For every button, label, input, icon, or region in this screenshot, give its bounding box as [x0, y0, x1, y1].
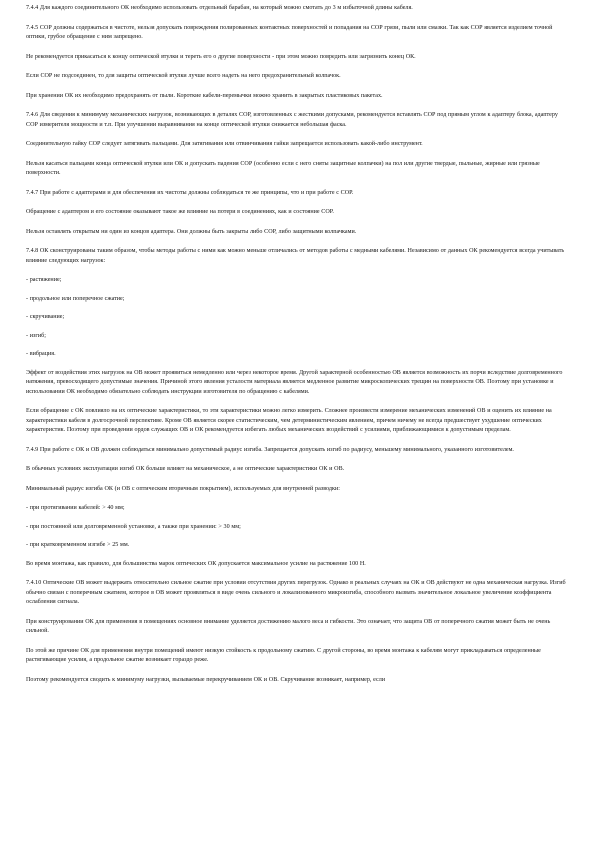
paragraph-7-4-5: 7.4.5 СОР должны содержаться в чистоте, нельзя допускать повреждения полированных контактных поверхностей и попадания на СОР грязи, пыли или смазки. Так как СОР является изделием точной оптики, грубое обращение с ним запрещено.: [26, 24, 553, 40]
list-item-tension: - растяжение;: [26, 277, 62, 283]
paragraph-nut-tightening: Соединительную гайку СОР следует затягивать пальцами. Для затягивания или отвинчивания гайки запрещается использовать какой-либо инструмент.: [26, 141, 423, 147]
list-item-twisting: - скручивание;: [26, 314, 65, 320]
paragraph-7-4-10: 7.4.10 Оптические ОВ может выдержать относительно сильное сжатие при условии отсутствия других перегрузок. Однако в реальных случаях на ОК и ОВ действуют не одна механическая нагрузка. Изгиб обычно связан с поперечным сжатием, которое в ОВ может проявляться в виде очень сильного и локализованного микроизгиба, способного вызвать значительное локальное увеличение коэффициента ослабления сигнала.: [26, 580, 566, 605]
paragraph-adapter-condition: Обращение с адаптером и его состояние оказывают такое же влияние на потери в соединениях, как и состояние СОР.: [26, 209, 334, 215]
paragraph-min-radius: Минимальный радиус изгиба ОК (и ОВ с оптическим вторичным покрытием), используемых для внутренней разводки:: [26, 485, 340, 492]
list-item-short-term: - при кратковременном изгибе > 25 мм.: [26, 542, 130, 548]
paragraph-fatigue: Эффект от воздействия этих нагрузок на ОВ может проявиться немедленно или через некоторое время. Другой характерной особенностью ОВ является возможность их порчи вследствие долговременного натяжения, превосходящего допустимые значения. Причиной этого явления усталости материала является медленное развитие микроскопических трещин на поверхности ОВ. Поэтому при установке и использовании ОК необходимо обязательно соблюдать инструкции изготовителя по обращению с кабелями.: [26, 369, 563, 395]
paragraph-no-touching: Нельзя касаться пальцами конца оптической втулки или ОК и допускать падения СОР (особенно если с него сняты защитные колпачки) на пол или другие твердые, пыльные, жирные или грязные поверхности.: [26, 160, 540, 176]
paragraph-7-4-9: 7.4.9 При работе с ОК и ОВ должен соблюдаться минимально допустимый радиус изгиба. Запрещается допускать изгиб по радиусу, меньшему минимального, указанного изготовителем.: [26, 446, 514, 453]
paragraph-dust-storage: При хранении ОК их необходимо предохранять от пыли. Короткие кабели-перемычки можно хранить в закрытых пластиковых пакетах.: [26, 92, 383, 99]
paragraph-protective-cap: Если СОР не подсоединен, то для защиты оптической втулки лучше всего надеть на него предохранительный колпачок.: [26, 73, 341, 79]
paragraph-max-tension: Во время монтажа, как правило, для большинства марок оптических ОК допускается максимальное усилие на растяжение 100 Н.: [26, 560, 366, 567]
paragraph-7-4-7: 7.4.7 При работе с адаптерами и для обеспечения их чистоты должны соблюдаться те же принципы, что и при работе с СОР.: [26, 189, 354, 196]
paragraph-ferrule-care: Не рекомендуется прикасаться к концу оптической втулки и тереть его о другие поверхности - при этом можно повредить или загрязнить конец ОК.: [26, 53, 416, 60]
paragraph-indoor-design: При конструировании ОК для применения в помещениях основное внимание уделяется достижению малого веса и гибкости. Это означает, что защита ОВ от поперечного сжатия может быть не очень сильной.: [26, 618, 551, 634]
paragraph-bend-effect: В обычных условиях эксплуатации изгиб ОК больше влияет на механическое, а не оптические характеристики ОК и ОВ.: [26, 466, 345, 472]
list-item-permanent: - при постоянной или долговременной установке, а также при хранении: > 30 мм;: [26, 523, 241, 530]
paragraph-7-4-4: 7.4.4 Для каждого соединительного ОК необходимо использовать отдельный барабан, на который можно смотать до 3 м избыточной длины кабеля.: [26, 5, 413, 11]
list-item-vibration: - вибрация.: [26, 351, 56, 357]
paragraph-measurement: Если обращение с ОК повлияло на их оптические характеристики, то эти характеристики можно легко измерить. Сложнее произвести измерение механических изменений ОВ и оценить их влияние на характеристики кабеля в долгосрочной перспективе. Кроме ОВ является скорее статистическим, чем детерминистическим явлением, причем ничему не всегда предшествует ухудшение оптических характеристик. Поэтому при проведении ордов служащих ОВ и ОК рекомендуется избегать любых механических воздействий с усилиями, приближающимися к допустимым пределам.: [26, 408, 552, 433]
paragraph-7-4-8: 7.4.8 ОК сконструированы таким образом, чтобы методы работы с ними как можно меньше отличались от методов работы с медными кабелями. Независимо от данных ОК рекомендуется всегда учитывать влияние следующих нагрузок:: [26, 248, 565, 264]
list-item-pulling: - при протягивании кабелей: > 40 мм;: [26, 505, 125, 511]
list-item-bending: - изгиб;: [26, 332, 46, 339]
list-item-compression: - продольное или поперечное сжатие;: [26, 295, 125, 302]
paragraph-twisting: Поэтому рекомендуется сводить к минимуму нагрузки, вызываемые перекручиванием ОК и ОВ. Скручивание возникает, например, если: [26, 676, 386, 683]
paragraph-7-4-6: 7.4.6 Для сведения к минимуму механических нагрузок, возникающих в деталях СОР, изготовленных с жесткими допусками, рекомендуется вставлять СОР под прямым углом к адаптеру блока, адаптеру СОР измерителя мощности и т.п. При улучшении выравнивания на конце оптической втулки снижается небольшая фаска.: [26, 112, 558, 128]
paragraph-axial-compression: По этой же причине ОК для применения внутри помещений имеют низкую стойкость к продольному сжатию. С другой стороны, во время монтажа к кабелям могут прикладываться определенные растягивающие усилия, а продольное сжатие возникает гораздо реже.: [26, 647, 541, 663]
paragraph-adapter-closed: Нельзя оставлять открытым ни один из концов адаптера. Они должны быть закрыты либо СОР, либо защитными колпачками.: [26, 228, 357, 235]
